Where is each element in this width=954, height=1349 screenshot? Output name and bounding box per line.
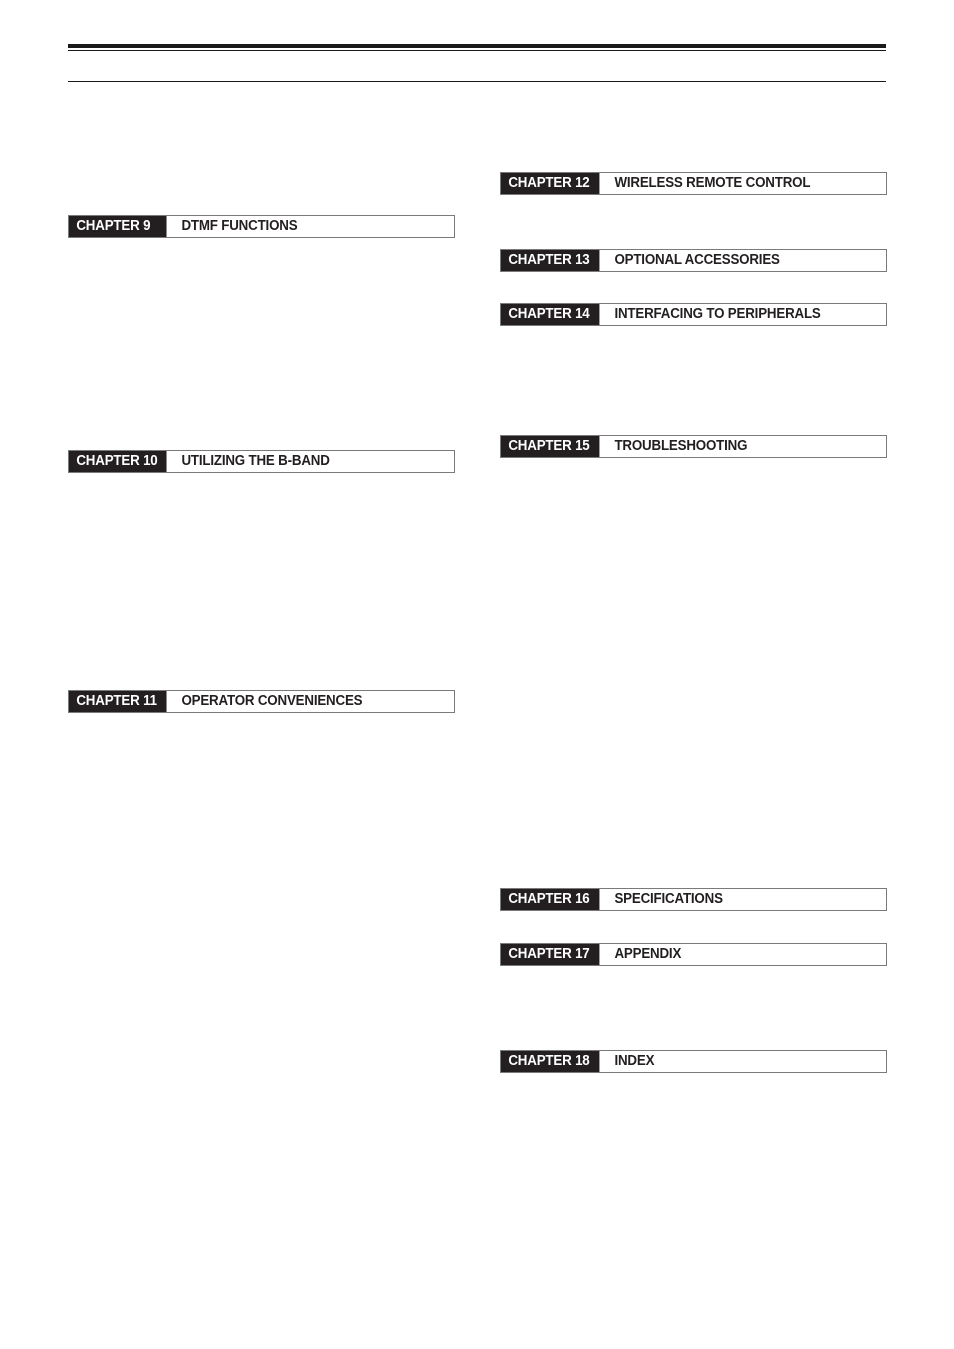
- chapter-number: CHAPTER 12: [501, 173, 599, 194]
- chapter-heading-17: [500, 943, 887, 966]
- chapter-heading-9: [68, 215, 455, 238]
- chapter-title: WIRELESS REMOTE CONTROL: [614, 175, 811, 191]
- chapter-number: CHAPTER 10: [69, 451, 167, 472]
- chapter-heading-13: [500, 249, 887, 272]
- chapter-title: INTERFACING TO PERIPHERALS: [614, 306, 821, 322]
- chapter-number: CHAPTER 11: [69, 691, 167, 712]
- chapter-number: CHAPTER 14: [501, 304, 599, 325]
- chapter-heading-14: [500, 303, 887, 326]
- chapter-heading-12: [500, 172, 887, 195]
- chapter-number: CHAPTER 15: [501, 436, 599, 457]
- chapter-number: CHAPTER 13: [501, 250, 599, 271]
- header-rule-bottom: [68, 81, 886, 82]
- chapter-heading-16: [500, 888, 887, 911]
- chapter-heading-18: [500, 1050, 887, 1073]
- chapter-heading-10: [68, 450, 455, 473]
- chapter-heading-15: [500, 435, 887, 458]
- chapter-number: CHAPTER 9: [69, 216, 167, 237]
- chapter-number: CHAPTER 17: [501, 944, 599, 965]
- chapter-title: SPECIFICATIONS: [614, 891, 723, 907]
- header-rule-thin: [68, 50, 886, 51]
- chapter-title: OPTIONAL ACCESSORIES: [614, 252, 780, 268]
- header-rule-thick: [68, 44, 886, 48]
- chapter-number: CHAPTER 18: [501, 1051, 599, 1072]
- chapter-title: OPERATOR CONVENIENCES: [181, 693, 363, 709]
- chapter-title: TROUBLESHOOTING: [614, 438, 748, 454]
- chapter-title: UTILIZING THE B-BAND: [181, 453, 330, 469]
- chapter-title: DTMF FUNCTIONS: [181, 218, 298, 234]
- chapter-title: INDEX: [614, 1053, 655, 1069]
- chapter-heading-11: [68, 690, 455, 713]
- chapter-title: APPENDIX: [614, 946, 682, 962]
- chapter-number: CHAPTER 16: [501, 889, 599, 910]
